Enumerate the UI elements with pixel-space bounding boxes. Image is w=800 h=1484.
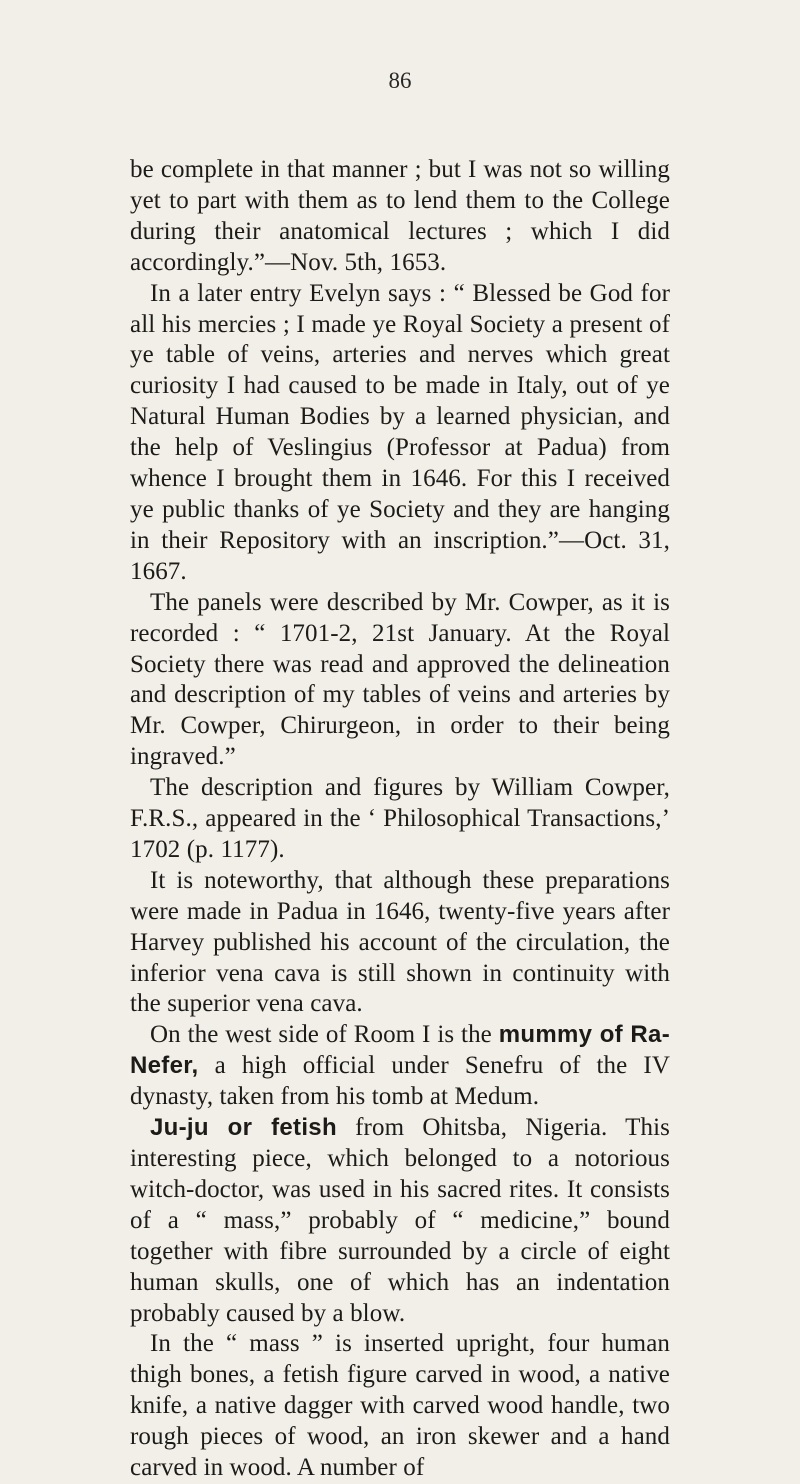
paragraph-text: It is noteworthy, that although these preparations were made in Padua in 1646, twenty-five years after Harvey published his account of the circulation, the inferior vena cava is still shown in continuity with the superior vena cava. (130, 866, 670, 1018)
paragraph-text: The panels were described by Mr. Cowper, as it is recorded : “ 1701-2, 21st January. At the Royal Society there was read and approved the delineation and description of my tables of veins and arteries by Mr. Cowper, Chirurgeon, in order to their being ingraved.” (130, 588, 670, 771)
paragraph (130, 1113, 670, 1329)
paragraph-text: In a later entry Evelyn says : “ Blessed be God for all his mercies ; I made ye Royal Society a present of ye table of veins, arteries and nerves which great curiosity I had caused to be made in Italy, out of ye Natural Human Bodies by a learned physician, and the help of Veslingius (Professor at Padua) from whence I brought them in 1646. For this I received ye public thanks of ye Society and they are hanging in their Repository with an inscription.”—Oct. 31, 1667. (130, 279, 670, 585)
inline-heading: mummy of Ra-Nefer, (130, 1021, 670, 1080)
inline-heading: Ju-ju or fetish (150, 1114, 337, 1142)
paragraph (130, 155, 670, 279)
paragraph (130, 866, 670, 1021)
paragraph-text: On the west side of Room I is the (150, 1021, 499, 1049)
body-text (130, 155, 670, 1484)
paragraph (130, 1020, 670, 1113)
paragraph-text: be complete in that manner ; but I was not so willing yet to part with them as to lend them to the College during their anatomical lectures ; which I did accordingly.”—Nov. 5th, 1653. (130, 156, 670, 276)
paragraph-text: In the “ mass ” is inserted upright, four human thigh bones, a fetish figure carved in wood, a native knife, a native dagger with carved wood handle, two rough pieces of wood, an iron skewer and a hand carved in wood. A number of (130, 1330, 670, 1482)
page-number: 86 (388, 68, 412, 93)
paragraph (130, 1329, 670, 1484)
paragraph (130, 773, 670, 866)
paragraph-text: from Ohitsba, Nigeria. This interesting piece, which belonged to a notorious witch-doctor, was used in his sacred rites. It consists of a “ mass,” probably of “ medicine,” bound together with fibre surrounded by a circle of eight human skulls, one of which has an indentation probably caused by a blow. (130, 1114, 670, 1327)
paragraph-text: The description and figures by William Cowper, F.R.S., appeared in the ‘ Philosophical Transactions,’ 1702 (p. 1177). (130, 774, 670, 863)
paragraph (130, 279, 670, 588)
paragraph-text: a high official under Senefru of the IV dynasty, taken from his tomb at Medum. (130, 1052, 670, 1111)
paragraph (130, 588, 670, 773)
